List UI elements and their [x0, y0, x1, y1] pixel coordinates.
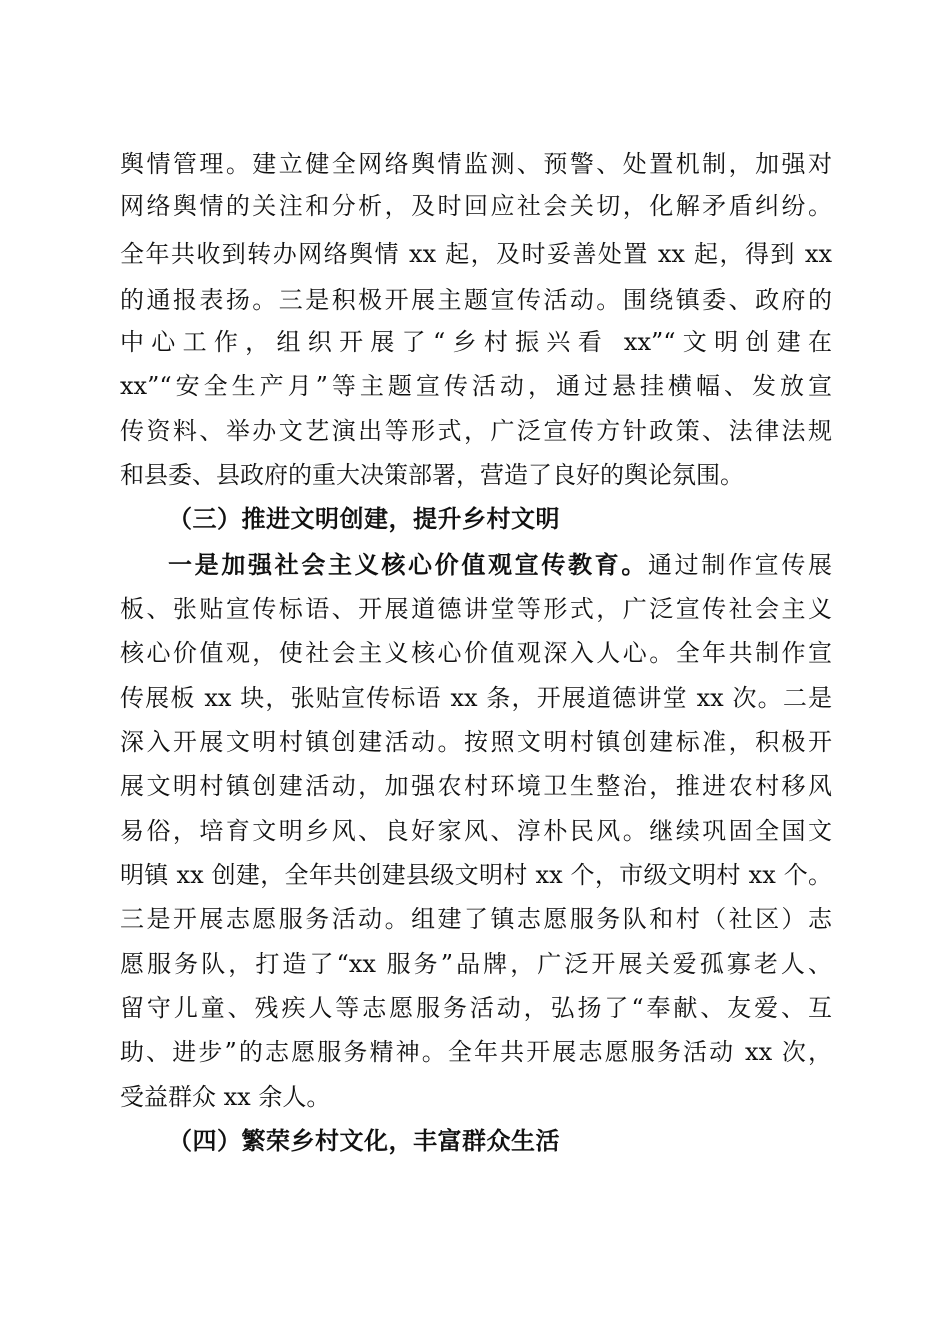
paragraph-lead-phrase: 一是加强社会主义核心价值观宣传教育。	[168, 550, 648, 579]
paragraph-line: 传资料、举办文艺演出等形式，广泛宣传方针政策、法律法规	[120, 417, 832, 445]
paragraph-line: 传展板 xx 块，张贴宣传标语 xx 条，开展道德讲堂 xx 次。二是	[120, 684, 832, 712]
paragraph-line-rest: 通过制作宣传展	[648, 551, 832, 579]
paragraph-line: 的通报表扬。三是积极开展主题宣传活动。围绕镇委、政府的	[120, 286, 832, 314]
paragraph-line: 愿服务队，打造了“xx 服务”品牌，广泛开展关爱孤寡老人、	[120, 950, 832, 978]
paragraph-line: 中心工作，组织开展了“乡村振兴看 xx”“文明创建在	[120, 328, 832, 356]
paragraph-line: 展文明村镇创建活动，加强农村环境卫生整治，推进农村移风	[120, 772, 832, 800]
paragraph-line: 核心价值观，使社会主义核心价值观深入人心。全年共制作宣	[120, 639, 832, 667]
paragraph-line: 深入开展文明村镇创建活动。按照文明村镇创建标准，积极开	[120, 728, 832, 756]
paragraph-line: 网络舆情的关注和分析，及时回应社会关切，化解矛盾纠纷。	[120, 192, 832, 220]
paragraph-line: 全年共收到转办网络舆情 xx 起，及时妥善处置 xx 起，得到 xx	[120, 240, 832, 268]
paragraph-line: 留守儿童、残疾人等志愿服务活动，弘扬了“奉献、友爱、互	[120, 994, 832, 1022]
paragraph-line: 助、进步”的志愿服务精神。全年共开展志愿服务活动 xx 次，	[120, 1038, 832, 1066]
paragraph-line: 板、张贴宣传标语、开展道德讲堂等形式，广泛宣传社会主义	[120, 595, 832, 623]
paragraph-line: 明镇 xx 创建，全年共创建县级文明村 xx 个，市级文明村 xx 个。	[120, 861, 832, 889]
paragraph-line: 三是开展志愿服务活动。组建了镇志愿服务队和村（社区）志	[120, 905, 832, 933]
paragraph-line: 受益群众 xx 余人。	[120, 1083, 331, 1111]
section-heading-3: （三）推进文明创建，提升乡村文明	[168, 504, 560, 533]
paragraph-line: 易俗，培育文明乡风、良好家风、淳朴民风。继续巩固全国文	[120, 817, 832, 845]
section-heading-4: （四）繁荣乡村文化，丰富群众生活	[168, 1126, 560, 1155]
paragraph-line: 和县委、县政府的重大决策部署，营造了良好的舆论氛围。	[120, 461, 744, 489]
paragraph-line: xx”“安全生产月”等主题宣传活动，通过悬挂横幅、发放宣	[120, 372, 832, 400]
paragraph-first-line	[168, 548, 832, 582]
paragraph-line: 舆情管理。建立健全网络舆情监测、预警、处置机制，加强对	[120, 150, 832, 178]
